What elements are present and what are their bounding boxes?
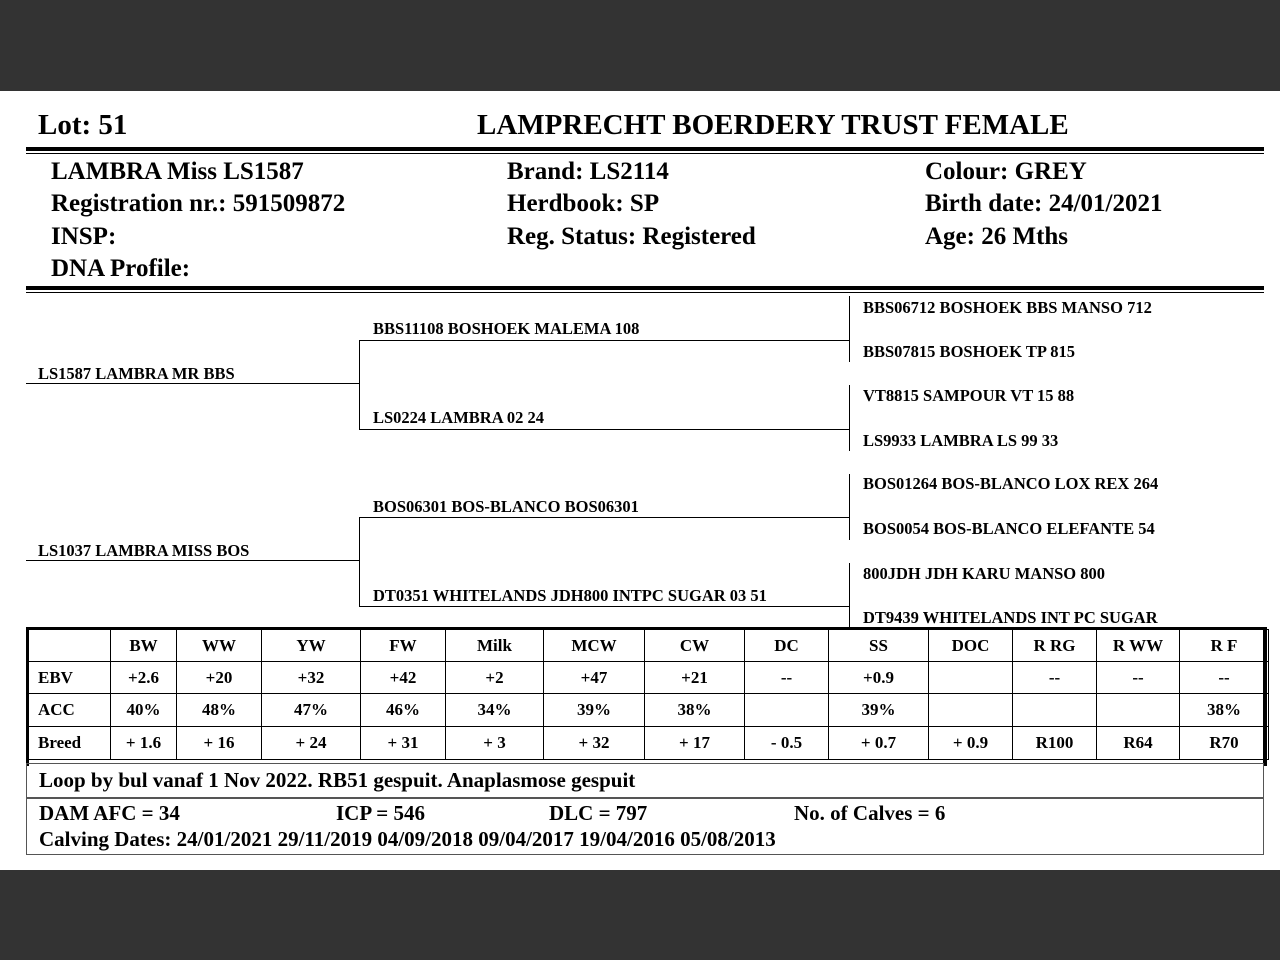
insp-label: INSP: xyxy=(51,223,117,250)
ebv-cell: -- xyxy=(745,662,829,694)
pedigree-gg-6: BOS0054 BOS-BLANCO ELEFANTE 54 xyxy=(863,519,1155,538)
birth-date: Birth date: 24/01/2021 xyxy=(925,190,1163,217)
brand: Brand: LS2114 xyxy=(507,158,669,185)
registration-number: Registration nr.: 591509872 xyxy=(51,190,346,217)
ebv-cell: 40% xyxy=(111,694,177,727)
pedigree-gg-7: 800JDH JDH KARU MANSO 800 xyxy=(863,564,1105,583)
pedigree-gg-4: LS9933 LAMBRA LS 99 33 xyxy=(863,431,1059,450)
ebv-header-cell: FW xyxy=(361,630,446,662)
ebv-cell: +32 xyxy=(262,662,361,694)
ebv-cell: R70 xyxy=(1180,727,1269,760)
ebv-cell: 39% xyxy=(544,694,645,727)
ebv-header-cell: Milk xyxy=(446,630,544,662)
ebv-header-cell: MCW xyxy=(544,630,645,662)
dam-afc: DAM AFC = 34 xyxy=(39,801,180,825)
ebv-header-cell: R WW xyxy=(1097,630,1180,662)
ebv-cell: +20 xyxy=(177,662,262,694)
ebv-row-label: ACC xyxy=(27,694,111,727)
ebv-cell: + 0.7 xyxy=(829,727,929,760)
ebv-cell: -- xyxy=(1013,662,1097,694)
sheet-title: LAMPRECHT BOERDERY TRUST FEMALE xyxy=(477,109,1069,141)
ebv-row xyxy=(27,727,1269,760)
ebv-cell xyxy=(745,694,829,727)
ebv-row-label: EBV xyxy=(27,662,111,694)
pedigree-gg-5: BOS01264 BOS-BLANCO LOX REX 264 xyxy=(863,474,1159,493)
lot-sheet xyxy=(0,91,1280,870)
ebv-cell xyxy=(1013,694,1097,727)
ebv-table xyxy=(26,629,1269,760)
ebv-header-cell xyxy=(27,630,111,662)
ebv-cell: 47% xyxy=(262,694,361,727)
ebv-header-cell: DC xyxy=(745,630,829,662)
herdbook: Herdbook: SP xyxy=(507,190,660,217)
ebv-cell: + 32 xyxy=(544,727,645,760)
ebv-header-row xyxy=(27,630,1269,662)
notes-text: Loop by bul vanaf 1 Nov 2022. RB51 gespuit. Anaplasmose gespuit xyxy=(39,768,636,792)
pedigree-sire: LS1587 LAMBRA MR BBS xyxy=(38,364,235,383)
dam-stats-box xyxy=(26,797,1264,855)
ebv-cell: +42 xyxy=(361,662,446,694)
info-rule-thin xyxy=(26,292,1264,293)
ebv-cell: + 31 xyxy=(361,727,446,760)
age: Age: 26 Mths xyxy=(925,223,1069,250)
ebv-row xyxy=(27,662,1269,694)
ebv-cell: 46% xyxy=(361,694,446,727)
notes-box xyxy=(26,763,1264,799)
ebv-header-cell: WW xyxy=(177,630,262,662)
pedigree-gg-3: VT8815 SAMPOUR VT 15 88 xyxy=(863,386,1075,405)
ebv-cell: +2 xyxy=(446,662,544,694)
ebv-cell: + 16 xyxy=(177,727,262,760)
ebv-row-label: Breed xyxy=(27,727,111,760)
ebv-header-cell: SS xyxy=(829,630,929,662)
ebv-header-cell: DOC xyxy=(929,630,1013,662)
dam-icp: ICP = 546 xyxy=(336,801,425,825)
ebv-row xyxy=(27,694,1269,727)
ebv-cell xyxy=(929,694,1013,727)
ebv-header-cell: YW xyxy=(262,630,361,662)
ebv-cell: 34% xyxy=(446,694,544,727)
animal-name: LAMBRA Miss LS1587 xyxy=(51,158,304,185)
header-rule-thin xyxy=(26,153,1264,154)
dna-profile-label: DNA Profile: xyxy=(51,255,191,282)
pedigree-dam: LS1037 LAMBRA MISS BOS xyxy=(38,541,250,560)
ebv-header-cell: R RG xyxy=(1013,630,1097,662)
ebv-cell: 38% xyxy=(645,694,745,727)
ebv-cell xyxy=(929,662,1013,694)
ebv-cell xyxy=(1097,694,1180,727)
pedigree-gg-8: DT9439 WHITELANDS INT PC SUGAR xyxy=(863,608,1158,627)
ebv-cell: R64 xyxy=(1097,727,1180,760)
pedigree-sire-sire: BBS11108 BOSHOEK MALEMA 108 xyxy=(373,319,640,338)
pedigree-sire-dam: LS0224 LAMBRA 02 24 xyxy=(373,408,544,427)
ebv-cell: + 1.6 xyxy=(111,727,177,760)
lot-number: Lot: 51 xyxy=(38,109,128,141)
info-rule xyxy=(26,286,1264,290)
calving-dates: Calving Dates: 24/01/2021 29/11/2019 04/09/2018 09/04/2017 19/04/2016 05/08/2013 xyxy=(39,827,776,851)
dam-dlc: DLC = 797 xyxy=(549,801,648,825)
ebv-cell: R100 xyxy=(1013,727,1097,760)
ebv-cell: +0.9 xyxy=(829,662,929,694)
ebv-cell: + 17 xyxy=(645,727,745,760)
ebv-cell: +2.6 xyxy=(111,662,177,694)
ebv-cell: 38% xyxy=(1180,694,1269,727)
header-rule xyxy=(26,147,1264,151)
pedigree-dam-dam: DT0351 WHITELANDS JDH800 INTPC SUGAR 03 51 xyxy=(373,586,767,605)
ebv-cell: + 0.9 xyxy=(929,727,1013,760)
ebv-cell: + 24 xyxy=(262,727,361,760)
ebv-cell: - 0.5 xyxy=(745,727,829,760)
ebv-cell: 39% xyxy=(829,694,929,727)
pedigree-dam-sire: BOS06301 BOS-BLANCO BOS06301 xyxy=(373,497,639,516)
ebv-cell: -- xyxy=(1097,662,1180,694)
ebv-header-cell: R F xyxy=(1180,630,1269,662)
colour: Colour: GREY xyxy=(925,158,1087,185)
reg-status: Reg. Status: Registered xyxy=(507,223,756,250)
pedigree-gg-1: BBS06712 BOSHOEK BBS MANSO 712 xyxy=(863,298,1152,317)
ebv-cell: +47 xyxy=(544,662,645,694)
pedigree-gg-2: BBS07815 BOSHOEK TP 815 xyxy=(863,342,1075,361)
ebv-cell: +21 xyxy=(645,662,745,694)
dam-calves: No. of Calves = 6 xyxy=(794,801,946,825)
ebv-cell: + 3 xyxy=(446,727,544,760)
ebv-cell: 48% xyxy=(177,694,262,727)
ebv-header-cell: BW xyxy=(111,630,177,662)
ebv-header-cell: CW xyxy=(645,630,745,662)
ebv-cell: -- xyxy=(1180,662,1269,694)
